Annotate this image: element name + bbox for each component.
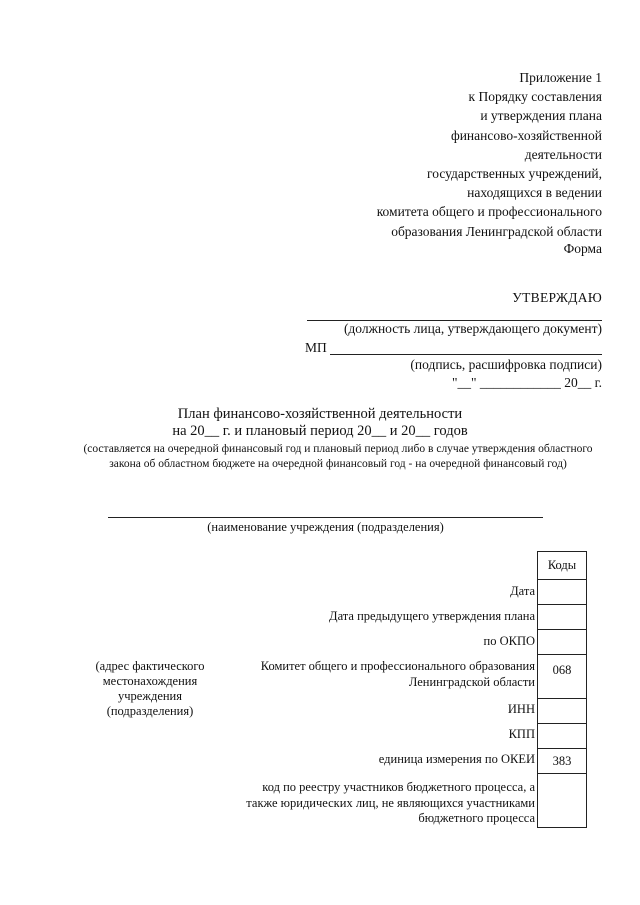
codes-row-label: единица измерения по ОКЕИ [378,752,535,766]
appendix-line: Приложение 1 [519,70,602,85]
institution-caption: (наименование учреждения (подразделения) [207,520,444,534]
codes-row-label: Комитет общего и профессионального образования Ленинградской области [260,659,535,689]
appendix-line: комитета общего и профессионального [376,204,602,220]
codes-cell[interactable] [538,724,587,749]
appendix-line: и утверждения плана [480,108,602,124]
codes-cell[interactable] [538,774,587,828]
appendix-line: государственных учреждений, [427,166,602,182]
codes-header: Коды [538,552,587,580]
appendix-line: находящихся в ведении [467,185,602,201]
plan-title [60,406,580,440]
codes-cell[interactable] [538,630,587,655]
codes-cell[interactable]: 068 [538,655,587,699]
codes-cell[interactable] [538,580,587,605]
appendix-header [272,68,602,241]
codes-table [537,551,587,828]
codes-row-label: КПП [508,727,535,741]
plan-note: (составляется на очередной финансовый год и плановый период либо в случае утверждения областного закона об областном бюджете на очередной финансовый год - на очередной финансовый год) [83,443,593,470]
signature-line [330,354,602,355]
seal-label: МП [305,340,327,355]
codes-cell[interactable]: 383 [538,749,587,774]
codes-row-label: ИНН [507,702,535,716]
codes-cell[interactable] [538,699,587,724]
appendix-line: финансово-хозяйственной [450,127,602,143]
plan-period-line: на 20__ г. и плановый период 20__ и 20__ годов [172,423,468,439]
codes-cell[interactable] [538,605,587,630]
codes-row-label: Дата [510,584,535,598]
approval-date: "__" ____________ 20__ г. [451,375,602,390]
codes-row-label: код по реестру участников бюджетного процесса, а также юридических лиц, не являющихся участниками бюджетного процесса [246,780,535,825]
codes-row-label: по ОКПО [483,634,535,648]
signature-caption: (подпись, расшифровка подписи) [410,357,602,372]
appendix-line: деятельности [524,146,602,162]
codes-row-label: Дата предыдущего утверждения плана [329,609,535,623]
appendix-line: к Порядку составления [468,89,602,105]
approval-role-caption: (должность лица, утверждающего документ) [343,321,602,336]
address-caption: (адрес фактического местонахождения учреждения (подразделения) [95,659,205,718]
appendix-line: образования Ленинградской области [391,223,602,239]
approval-title: УТВЕРЖДАЮ [512,290,602,305]
form-label: Форма [563,241,602,256]
institution-name-line [108,517,543,518]
plan-title-line: План финансово-хозяйственной деятельности [177,406,463,422]
